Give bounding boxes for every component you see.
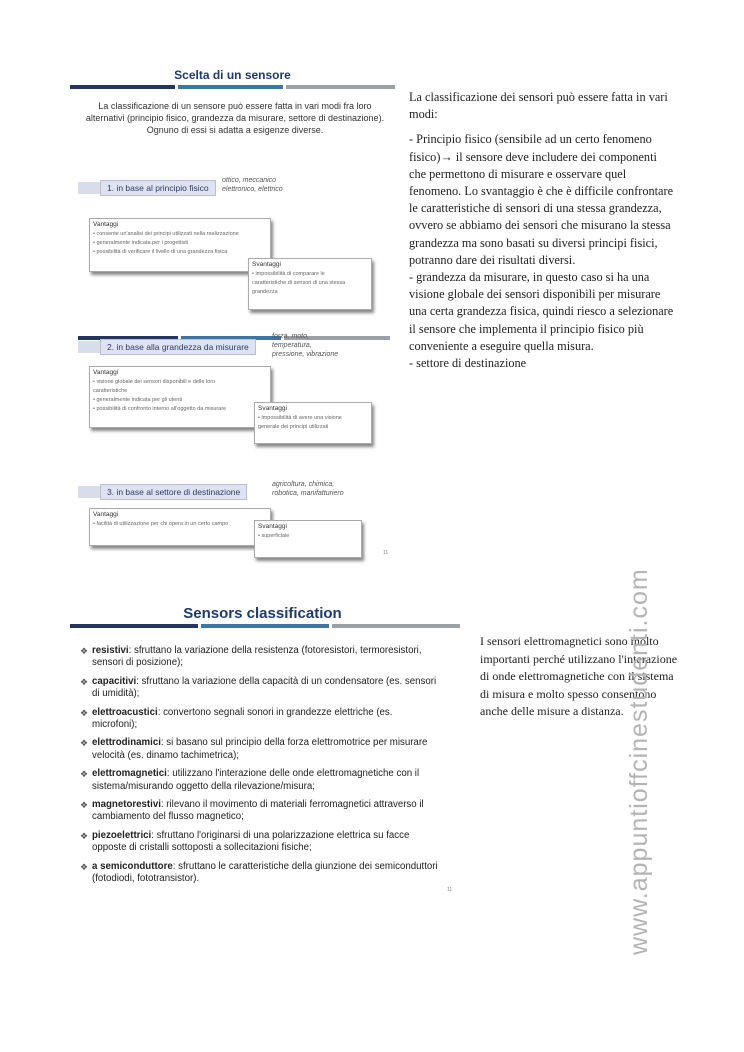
list-item: ❖ capacitivi: sfruttano la variazione della capacità di un condensatore (es. sensori di umidità);: [80, 675, 437, 700]
category-arrow: [78, 486, 100, 498]
category-3-note: agricoltura, chimica, robotica, manifatturiero: [272, 481, 344, 497]
diamond-bullet-icon: ❖: [80, 707, 89, 718]
explanation-text: [409, 89, 677, 372]
category-1-vantaggi-panel: Vantaggi • consente un'analisi dei principi utilizzati nella realizzazione • generalmente indicata per i progettisti • possibilità di verificare il livello di una grandezza fisica: [89, 218, 271, 272]
explanation-settore: - settore di destinazione: [409, 356, 527, 371]
explanation-intro: La classificazione dei sensori può essere fatta in vari modi:: [409, 90, 668, 122]
list-item: ❖ magnetorestivi: rilevano il movimento di materiali ferromagnetici attraverso il cambiamento del flusso magnetico;: [80, 799, 424, 823]
slide1-title-underline: [70, 85, 395, 89]
diamond-bullet-icon: ❖: [80, 830, 89, 841]
explanation-grandezza: - grandezza da misurare, in questo caso si ha una visione globale dei sensori disponibili per misurare una certa grandezza fisica, quindi riesco a selezionare il sensore che implementa il principio fisico più conveniente a eseguire quella misura.: [409, 270, 674, 353]
list-item: ❖ piezoelettrici: sfruttano l'originarsi di una polarizzazione elettrica su facce opposte di cristalli sottoposti a sollecitazioni fisiche;: [80, 829, 410, 854]
category-arrow: [78, 341, 100, 353]
slide1-title: Scelta di un sensore: [174, 68, 291, 82]
category-3-label: 3. in base al settore di destinazione: [100, 484, 247, 500]
list-item: ❖ resistivi: sfruttano la variazione della resistenza (fotoresistori, termoresistori, sensori di posizione);: [80, 645, 422, 669]
list-item: ❖ elettrodinamici: si basano sul principio della forza elettromotrice per misurare velocità (es. dinamo tachimetrica);: [80, 737, 428, 761]
slide1-intro: La classificazione di un sensore può essere fatta in vari modi fra loro alternativi (principio fisico, grandezza da misurare, settore di destinazione). Ognuno di essi si adatta a esigenze diverse.: [85, 101, 385, 135]
slide2-title: Sensors classification: [183, 605, 342, 622]
diamond-bullet-icon: ❖: [80, 646, 89, 656]
category-2-vantaggi-panel: Vantaggi • visione globale dei sensori disponibili e delle loro caratteristiche • generalmente indicata per gli utenti • possibilità di confronto interno all'oggetto da misurare: [89, 366, 271, 428]
watermark-text: www.appuntioffcinestudenti.com: [625, 568, 653, 955]
slide1-number: 11: [383, 550, 389, 556]
category-1-label: 1. in base al principio fisico: [100, 180, 216, 196]
category-2-svantaggi-panel: Svantaggi • impossibilità di avere una visione generale dei principi utilizzati: [254, 402, 372, 444]
category-3-svantaggi-panel: Svantaggi • superficiale: [254, 520, 362, 558]
category-1-svantaggi-panel: Svantaggi • impossibilità di comparare le caratteristiche di sensori di una stessa grandezza: [248, 258, 372, 310]
category-2-row: [78, 339, 256, 355]
diamond-bullet-icon: ❖: [80, 769, 89, 780]
category-arrow: [78, 182, 100, 194]
electromagnetic-note: I sensori elettromagnetici sono molto importanti perché utilizzano l'interazione di onde elettromagnetiche con il sistema di misura e molto spesso consentono anche delle misure a distanza.: [480, 634, 678, 718]
list-item: ❖ elettromagnetici: utilizzano l'interazione delle onde elettromagnetiche con il sistema/misurando oggetto della rilevazione/misura;: [80, 768, 420, 792]
category-2-note: forza, moto, temperatura, pressione, vibrazione: [272, 333, 339, 358]
diamond-bullet-icon: ❖: [80, 861, 89, 872]
category-1-row: [78, 180, 216, 196]
diamond-bullet-icon: ❖: [80, 800, 89, 811]
category-3-vantaggi-panel: Vantaggi • facilità di utilizzazione per chi opera in un certo campo: [89, 508, 271, 546]
list-item: ❖ elettroacustici: convertono segnali sonori in grandezze elettriche (es. microfoni);: [80, 706, 393, 731]
slide2-number: 11: [447, 887, 453, 893]
diamond-bullet-icon: ❖: [80, 676, 89, 687]
slide2-title-underline: [70, 624, 460, 628]
sensor-list: [80, 645, 440, 892]
list-item: ❖ a semiconduttore: sfruttano le caratteristiche della giunzione dei semiconduttori (fotodiodi, fototransistor).: [80, 860, 438, 885]
diamond-bullet-icon: ❖: [80, 738, 89, 749]
explanation-principio-fisico: - Principio fisico (sensibile ad un certo fenomeno fisico)→ il sensore deve includere dei componenti che permettono di misurare e osservare quel fenomeno. Lo svantaggio è che è difficile confrontare le caratteristiche di sensori di una stessa grandezza, ovvero se abbiamo dei sensori che misurano la stessa grandezza ma sono basati su diversi principi fisici, potranno dare dei risultati diversi.: [409, 132, 674, 267]
category-1-note: ottico, meccanico elettronico, elettrico: [222, 177, 283, 193]
category-3-row: [78, 484, 247, 500]
category-2-label: 2. in base alla grandezza da misurare: [100, 339, 256, 355]
